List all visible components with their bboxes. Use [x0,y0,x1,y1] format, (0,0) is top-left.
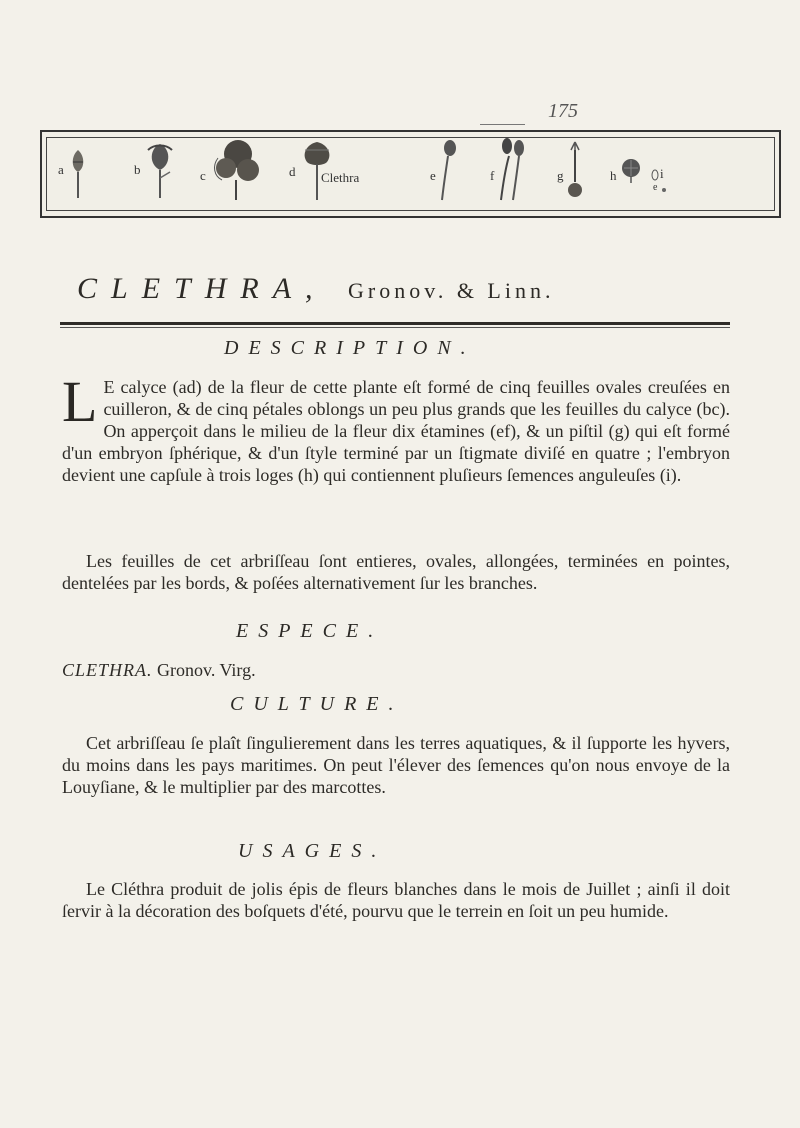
open-flower-icon [295,136,339,202]
species-genus: CLETHRA. [62,660,153,680]
culture-paragraph: Cet arbriſſeau ſe plaît ſingulierement dans les terres aquatiques, & il ſupporte les hyvers, du moins dans les pays maritimes. On peut l'élever des ſemences qu'on nous envoye de la Louyſiane, & le multiplier par des marcottes. [62,733,730,797]
capsule-icon [620,156,642,184]
botanical-plate [40,130,781,218]
calyx-icon [67,142,89,200]
genus-name: CLETHRA, [77,272,327,305]
genus-title [77,272,554,306]
title-rule-thick [60,322,730,325]
dropcap: L [62,369,98,434]
description-text-1: E calyce (ad) de la fleur de cette plante eſt formé de cinq feuilles ovales creuſées en cuilleron, & de cinq pétales oblongs un peu plus grands que les feuilles du calyce (bc). On apperçoit dans le milieu de la fleur dix étamines (ef), & un piſtil (g) qui eſt formé d'un embryon ſphérique, & d'un ſtyle terminé par un ſtigmate diviſé en quatre ; l'embryon devient une capſule à trois loges (h) qui contiennent pluſieurs ſemences anguleuſes (i). [62,377,730,485]
figure-letter-h: h [610,168,617,183]
description-paragraph-1 [62,369,730,486]
heading-espece: ESPECE. [236,620,384,642]
seed-icon [650,168,660,182]
figure-letter-i: i [660,166,664,181]
figure-letter-a: a [58,162,64,177]
stamen-pair-icon [497,136,527,202]
plate-caption: Clethra [321,170,360,185]
figure-letter-c: c [200,168,206,183]
page-number-rule [480,124,525,125]
figure-letter-d: d [289,164,296,179]
flower-cluster-icon [208,136,266,202]
pistil-icon [565,138,585,202]
figure-letter-f: f [490,168,495,183]
figure-letter-e-small: e [653,182,658,193]
heading-usages: USAGES. [238,840,387,862]
species-reference: Gronov. Virg. [157,660,256,680]
usages-paragraph: Le Cléthra produit de jolis épis de fleurs blanches dans le mois de Juillet ; ainſi il doit ſervir à la décoration des boſquets d'été, pourvu que le terrein en ſoit un peu humide. [62,879,730,921]
figure-letter-e: e [430,168,436,183]
seed-small-icon [661,187,667,193]
heading-description: DESCRIPTION. [224,337,476,359]
flower-petals-icon [140,138,180,200]
genus-authors: Gronov. & Linn. [348,278,555,303]
page-number: 175 [548,100,578,122]
description-paragraph-2: Les feuilles de cet arbriſſeau ſont entieres, ovales, allongées, terminées en pointes, dentelées par les bords, & poſées alternativement ſur les branches. [62,551,730,593]
species-line [62,660,256,681]
stamen-icon [436,138,460,202]
figure-letter-b: b [134,162,141,177]
title-rule-thin [60,327,730,328]
heading-culture: CULTURE. [230,693,404,715]
figure-letter-g: g [557,168,564,183]
